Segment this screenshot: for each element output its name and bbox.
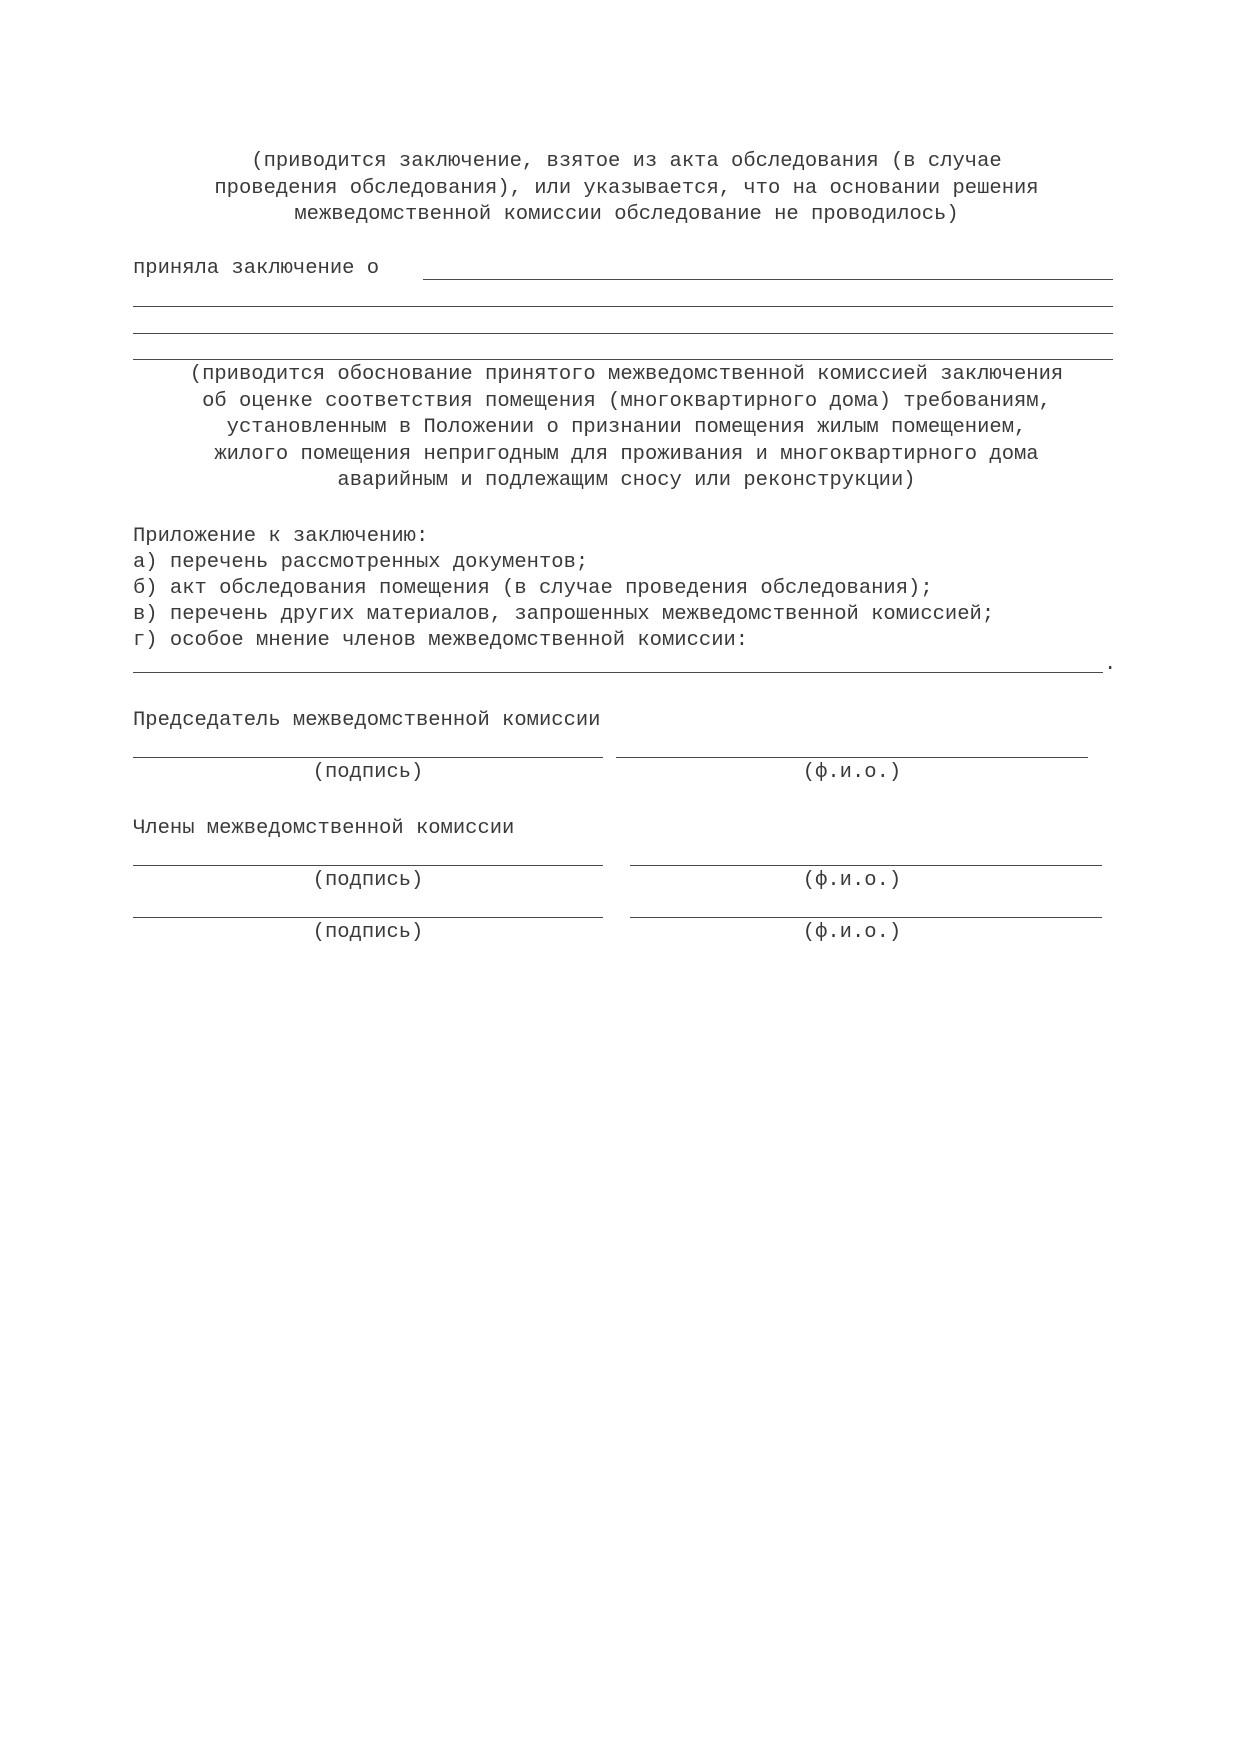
conclusion-source-note (133, 149, 1120, 229)
end-period: . (1104, 653, 1117, 676)
appendix-item: г) особое мнение членов межведомственной комиссии: (133, 629, 749, 652)
chairman-signature-line[interactable] (133, 757, 603, 758)
dissenting-opinion-fill-line[interactable] (133, 672, 1103, 673)
chairman-name-line[interactable] (616, 757, 1088, 758)
member-name-line[interactable] (630, 865, 1102, 866)
conclusion-fill-line[interactable] (133, 333, 1113, 334)
appendix-item: б) акт обследования помещения (в случае проведения обследования); (133, 577, 933, 600)
note-line: (приводится заключение, взятое из акта обследования (в случае (251, 150, 1002, 173)
chairman-heading: Председатель межведомственной комиссии (133, 709, 601, 732)
note-line: проведения обследования), или указывается, что на основании решения (214, 176, 1039, 200)
appendix-item: а) перечень рассмотренных документов; (133, 551, 589, 574)
signature-caption: (подпись) (312, 921, 424, 944)
note-line: (приводится обоснование принятого межведомственной комиссией заключения (189, 363, 1064, 386)
member-name-line[interactable] (630, 917, 1102, 918)
conclusion-fill-line[interactable] (133, 306, 1113, 307)
name-caption: (ф.и.о.) (802, 869, 902, 892)
accepted-conclusion-label: приняла заключение о (133, 257, 380, 280)
conclusion-fill-line[interactable] (133, 359, 1113, 360)
note-line: жилого помещения непригодным для проживания и многоквартирного дома (214, 442, 1039, 466)
members-heading: Члены межведомственной комиссии (133, 817, 515, 840)
note-line: установленным в Положении о признании помещения жилым помещением, (226, 416, 1027, 439)
signature-caption: (подпись) (312, 761, 424, 784)
member-signature-line[interactable] (133, 865, 603, 866)
note-line: аварийным и подлежащим сносу или реконструкции) (337, 469, 916, 492)
member-signature-line[interactable] (133, 917, 603, 918)
note-line: об оценке соответствия помещения (многоквартирного дома) требованиям, (202, 389, 1051, 413)
appendix-item: в) перечень других материалов, запрошенных межведомственной комиссией; (133, 603, 995, 626)
conclusion-fill-line[interactable] (423, 279, 1113, 280)
appendix-heading: Приложение к заключению: (133, 525, 429, 548)
name-caption: (ф.и.о.) (802, 761, 902, 784)
name-caption: (ф.и.о.) (802, 921, 902, 944)
signature-caption: (подпись) (312, 869, 424, 892)
justification-note (133, 362, 1120, 495)
note-line: межведомственной комиссии обследование не проводилось) (294, 203, 959, 226)
